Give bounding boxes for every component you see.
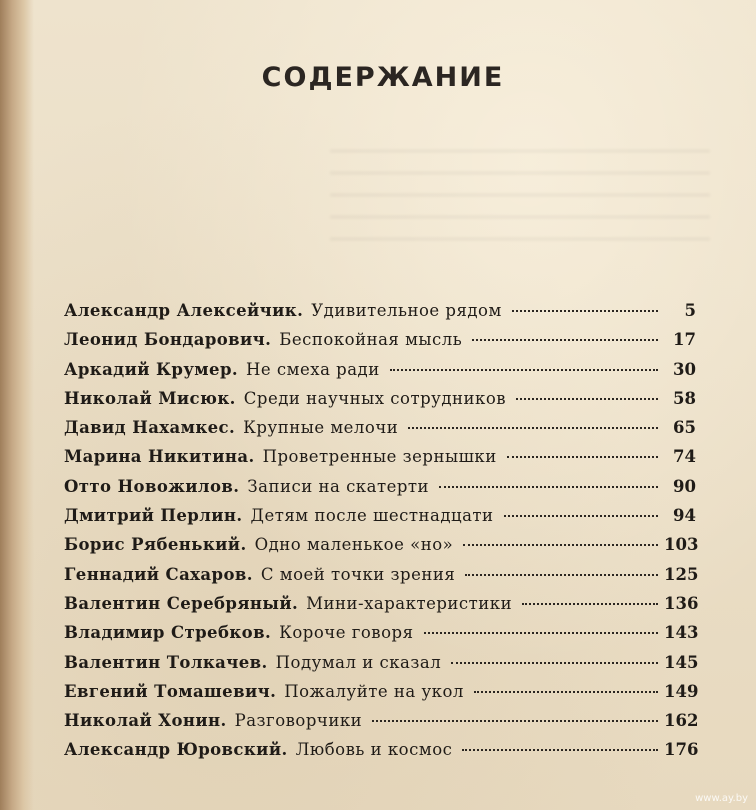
toc-page-number: 5 [684, 301, 696, 320]
page-title: СОДЕРЖАНИЕ [261, 62, 505, 93]
toc-entry [64, 618, 699, 647]
toc-entry [64, 530, 699, 559]
toc-entry [64, 677, 699, 706]
watermark: www.ay.by [695, 793, 748, 804]
toc-work-title: Подумал и сказал [275, 652, 442, 672]
toc-page-number: 145 [664, 652, 699, 672]
toc-entry [64, 296, 696, 325]
toc-author: Аркадий Крумер. [64, 359, 239, 379]
toc-work-title: Записи на скатерти [247, 476, 430, 496]
dot-leader [462, 749, 658, 751]
toc-author: Валентин Толкачев. [64, 652, 268, 672]
toc-entry [64, 735, 699, 764]
toc-author: Марина Никитина. [64, 447, 255, 467]
dot-leader [522, 603, 658, 605]
toc-page-number: 65 [673, 418, 696, 438]
dot-leader [516, 398, 658, 400]
dot-leader [372, 720, 658, 722]
toc-author: Отто Новожилов. [64, 476, 240, 496]
toc-work-title: Детям после шестнадцати [250, 506, 494, 526]
dot-leader [472, 339, 658, 341]
toc-page-number: 136 [664, 593, 699, 613]
toc-entry [64, 384, 696, 413]
toc-page-number: 176 [664, 740, 699, 760]
toc-author: Геннадий Сахаров. [64, 564, 253, 584]
toc-entry [64, 501, 696, 530]
toc-page-number: 162 [664, 711, 699, 731]
toc-page-number: 17 [673, 330, 696, 350]
toc-page-number: 103 [664, 535, 699, 555]
toc-work-title: Разговорчики [234, 711, 363, 731]
toc-entry [64, 589, 699, 618]
toc-entry [64, 325, 696, 354]
toc-work-title: Мини-характеристики [306, 593, 513, 613]
toc-entry [64, 706, 699, 735]
toc-work-title: Крупные мелочи [243, 418, 399, 438]
toc-work-title: Пожалуйте на укол [284, 681, 464, 701]
toc-work-title: Удивительное рядом [311, 301, 502, 320]
toc-entry [64, 355, 696, 384]
toc-work-title: Любовь и космос [295, 740, 453, 760]
toc-author: Давид Нахамкес. [64, 418, 236, 438]
toc-author: Александр Алексейчик. [64, 301, 304, 320]
reverse-side-bleed-through [330, 150, 710, 260]
toc-entry [64, 560, 699, 589]
dot-leader [424, 632, 659, 634]
toc-author: Валентин Серебряный. [64, 593, 299, 613]
toc-entry [64, 648, 699, 677]
toc-page-number: 143 [664, 623, 699, 643]
dot-leader [463, 544, 658, 546]
dot-leader [474, 691, 658, 693]
toc-work-title: Одно маленькое «но» [254, 535, 454, 555]
dot-leader [451, 662, 658, 664]
toc-author: Евгений Томашевич. [64, 681, 277, 701]
dot-leader [512, 310, 658, 312]
dot-leader [390, 369, 658, 371]
toc-author: Борис Рябенький. [64, 535, 247, 555]
toc-page-number: 30 [673, 359, 696, 379]
toc-page-number: 149 [664, 681, 699, 701]
toc-entry [64, 442, 696, 471]
toc-work-title: Среди научных сотрудников [243, 388, 507, 408]
dot-leader [504, 515, 658, 517]
dot-leader [507, 456, 658, 458]
toc-page-number: 94 [673, 506, 696, 526]
table-of-contents [64, 296, 699, 765]
toc-work-title: Короче говоря [279, 623, 414, 643]
book-spine-shadow [0, 0, 34, 810]
toc-work-title: С моей точки зрения [260, 564, 456, 584]
toc-author: Дмитрий Перлин. [64, 506, 243, 526]
toc-entry [64, 413, 696, 442]
toc-author: Николай Мисюк. [64, 388, 236, 408]
toc-author: Александр Юровский. [64, 740, 288, 760]
toc-page-number: 58 [673, 388, 696, 408]
toc-page-number: 74 [673, 447, 696, 467]
dot-leader [439, 486, 658, 488]
toc-work-title: Не смеха ради [246, 359, 380, 379]
toc-author: Владимир Стребков. [64, 623, 272, 643]
toc-page-number: 90 [673, 476, 696, 496]
toc-author: Леонид Бондарович. [64, 330, 272, 350]
toc-entry [64, 472, 696, 501]
toc-page-number: 125 [664, 564, 699, 584]
dot-leader [408, 427, 658, 429]
toc-work-title: Беспокойная мысль [279, 330, 463, 350]
dot-leader [465, 574, 658, 576]
toc-author: Николай Хонин. [64, 711, 227, 731]
toc-work-title: Проветренные зернышки [262, 447, 497, 467]
